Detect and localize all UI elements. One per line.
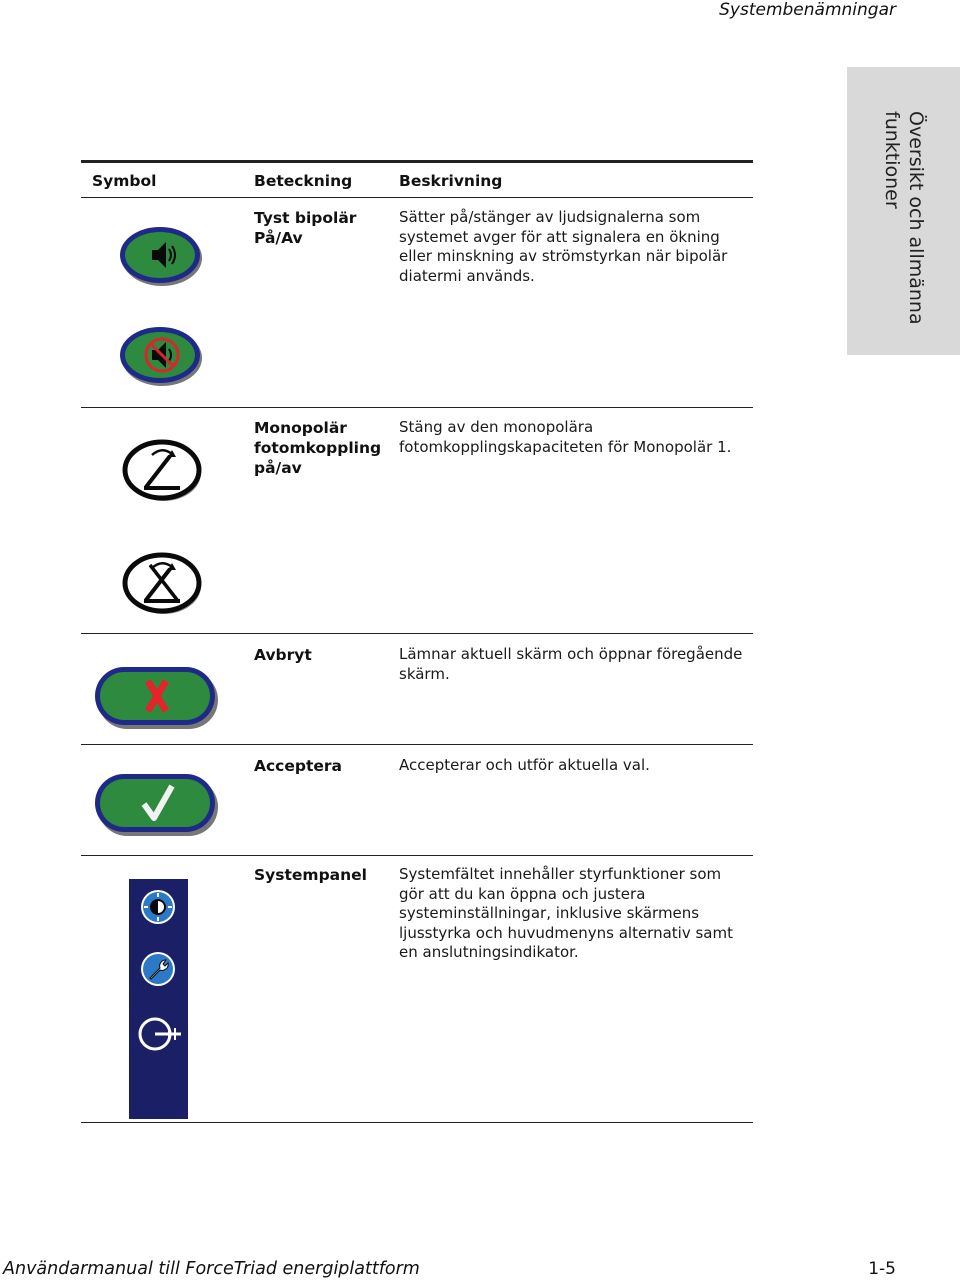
footswitch-on-icon[interactable] [122, 438, 202, 504]
footer-page-number: 1-5 [868, 1259, 896, 1279]
table-top-rule [81, 160, 753, 163]
column-header-beteckning: Beteckning [254, 172, 353, 190]
row-label-avbryt: Avbryt [254, 646, 312, 664]
row-label-monopolar-fotomkoppling: Monopolär fotomkoppling på/av [254, 419, 382, 477]
system-panel [129, 879, 188, 1119]
row-divider [81, 633, 753, 634]
column-header-symbol: Symbol [92, 172, 157, 190]
side-tab-line1: Översikt och allmänna [904, 111, 927, 325]
accept-check-icon[interactable] [94, 772, 220, 838]
cancel-x-icon[interactable] [94, 665, 220, 731]
row-desc-systempanel: Systemfältet innehåller styrfunktioner som gör att du kan öppna och justera systeminställningar, inklusive skärmens ljusstyrka och huvudmenyns alternativ samt en anslutningsindikator. [399, 865, 733, 961]
row-desc-tyst-bipolar: Sätter på/stänger av ljudsignalerna som systemet avger för att signalera en ökning eller minskning av strömstyrkan när bipolär diatermi används. [399, 208, 728, 285]
row-desc-monopolar-fotomkoppling: Stäng av den monopolära fotomkopplingskapaciteten för Monopolär 1. [399, 418, 732, 456]
connection-icon[interactable] [135, 1014, 183, 1054]
row-divider [81, 407, 753, 408]
speaker-muted-icon[interactable] [118, 324, 204, 388]
column-header-beskrivning: Beskrivning [399, 172, 503, 190]
row-divider [81, 744, 753, 745]
row-desc-avbryt: Lämnar aktuell skärm och öppnar föregående skärm. [399, 645, 743, 683]
row-label-systempanel: Systempanel [254, 866, 367, 884]
section-side-tab [847, 67, 960, 355]
table-bottom-rule [81, 1122, 753, 1123]
row-divider [81, 855, 753, 856]
header-rule [81, 197, 753, 198]
footer-manual-title: Användarmanual till ForceTriad energiplattform [3, 1259, 420, 1279]
page-header-title: Systembenämningar [719, 0, 896, 20]
row-desc-acceptera: Accepterar och utför aktuella val. [399, 756, 650, 774]
wrench-icon[interactable] [138, 949, 178, 989]
row-label-tyst-bipolar: Tyst bipolär På/Av [254, 209, 357, 247]
footswitch-off-icon[interactable] [122, 551, 202, 617]
side-tab-line2: funktioner [880, 111, 903, 209]
speaker-on-icon[interactable] [118, 224, 204, 288]
side-tab-label [880, 111, 928, 325]
brightness-icon[interactable] [138, 887, 178, 927]
row-label-acceptera: Acceptera [254, 757, 343, 775]
